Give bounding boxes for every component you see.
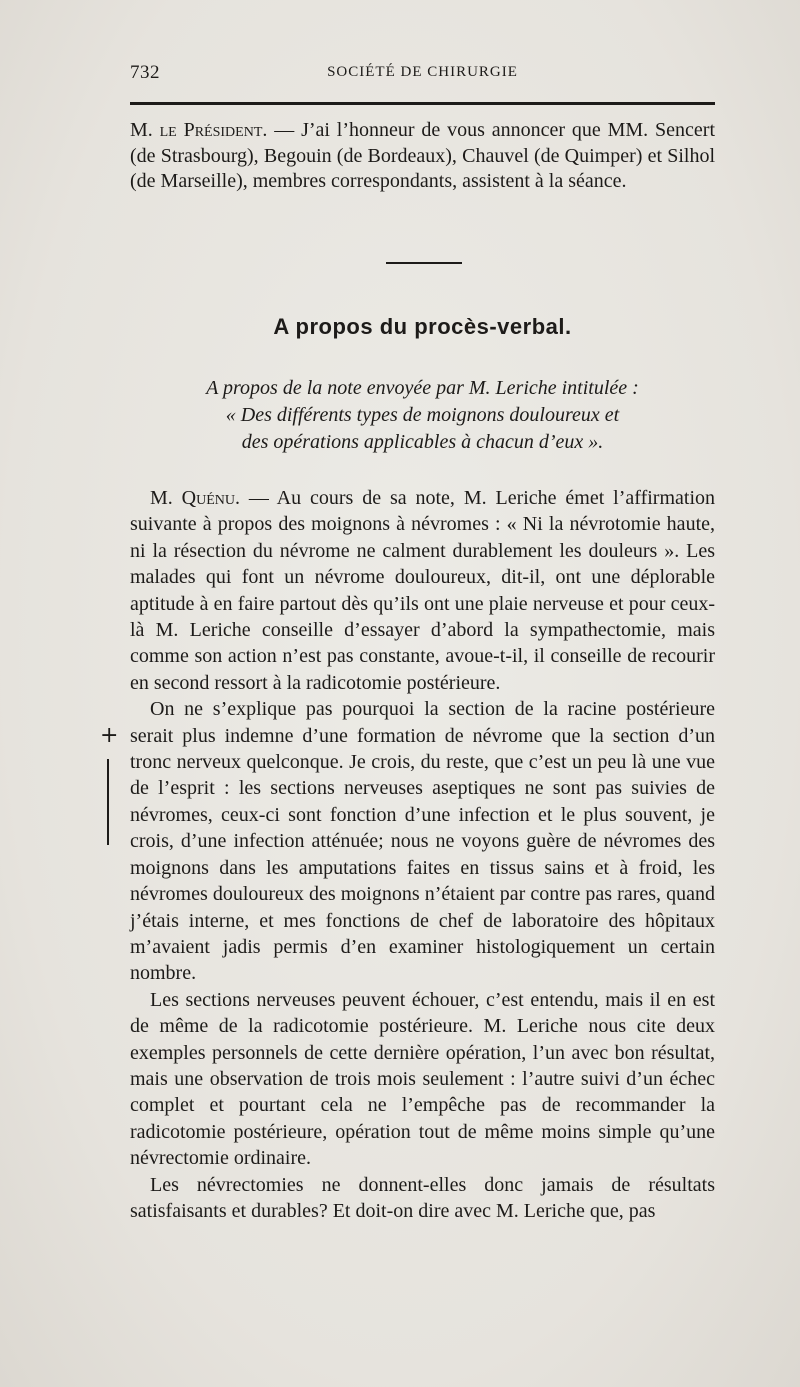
margin-annotation bbox=[100, 725, 118, 845]
announcement-text: — J’ai l’honneur de vous annoncer que MM. Sencert (de Strasbourg), Begouin (de Bordeaux), Chauvel (de Quimper) et Silhol (de Marseille), membres correspondants, assistent à la séance. bbox=[130, 119, 716, 193]
page-number: 732 bbox=[130, 62, 160, 83]
speaker-quenu: M. Quénu. bbox=[150, 487, 240, 509]
page-header bbox=[130, 62, 715, 88]
paragraph-4: Les névrectomies ne donnent-elles donc jamais de résultats satisfaisants et durables? Et doit-on dire avec M. Leriche que, pas bbox=[130, 1173, 715, 1222]
margin-cross-mark: + bbox=[100, 723, 119, 748]
section-subtitle bbox=[150, 375, 695, 456]
subtitle-line-1: A propos de la note envoyée par M. Leriche intitulée : bbox=[206, 377, 639, 399]
paragraph-1-text: — Au cours de sa note, M. Leriche émet l’affirmation suivante à propos des moignons à névromes : « Ni la névrotomie haute, ni la résection du névrome ne calment durablement les douleurs ». Les malades qui font un névrome douloureux, dit-il, ont une déplorable aptitude à en faire partout dès qu’ils ont une plaie nerveuse et pour ceux-là M. Leriche conseille d’essayer d’abord la sympathectomie, mais comme son action n’est pas constante, avoue-t-il, il conseille de recourir en second ressort à la radicotomie postérieure. bbox=[130, 487, 715, 694]
subtitle-line-3: des opérations applicables à chacun d’eux ». bbox=[241, 431, 604, 453]
section-title: A propos du procès-verbal. bbox=[273, 314, 572, 339]
margin-vertical-line bbox=[107, 759, 109, 845]
paragraph-1 bbox=[130, 485, 715, 696]
paragraph-2: On ne s’explique pas pourquoi la section de la racine postérieure serait plus indemne d’une formation de névrome que la section d’un tronc nerveux quelconque. Je crois, du reste, que c’est un peu là une vue de l’esprit : les sections nerveuses aseptiques ne sont pas suivies de névromes, ceux-ci sont fonction d’une infection et le plus souvent, je crois, d’une infection atténuée; nous ne voyons guère de névromes des moignons dans les amputations faites en tissus sains et à froid, les névromes douloureux des moignons n’étaient par contre pas rares, quand j’étais interne, et mes fonctions de chef de laboratoire des hôpitaux m’avaient jadis permis d’en examiner histologiquement un certain nombre. bbox=[130, 698, 715, 985]
header-rule bbox=[130, 102, 715, 105]
speaker-president: M. le Président. bbox=[130, 119, 268, 141]
paragraph-3: Les sections nerveuses peuvent échouer, c’est entendu, mais il en est de même de la radicotomie postérieure. M. Leriche nous cite deux exemples personnels de cette dernière opération, l’un avec bon résultat, mais une observation de trois mois seulement : l’autre suivi d’un échec complet et pourtant cela ne l’empêche pas de recommander la radicotomie postérieure, opération tout de même moins simple qu’une névrectomie ordinaire. bbox=[130, 988, 715, 1170]
main-text bbox=[130, 485, 715, 1224]
subtitle-line-2: « Des différents types de moignons douloureux et bbox=[225, 404, 620, 426]
section-divider bbox=[386, 262, 462, 264]
running-title: SOCIÉTÉ DE CHIRURGIE bbox=[327, 64, 518, 80]
opening-announcement bbox=[130, 118, 715, 195]
